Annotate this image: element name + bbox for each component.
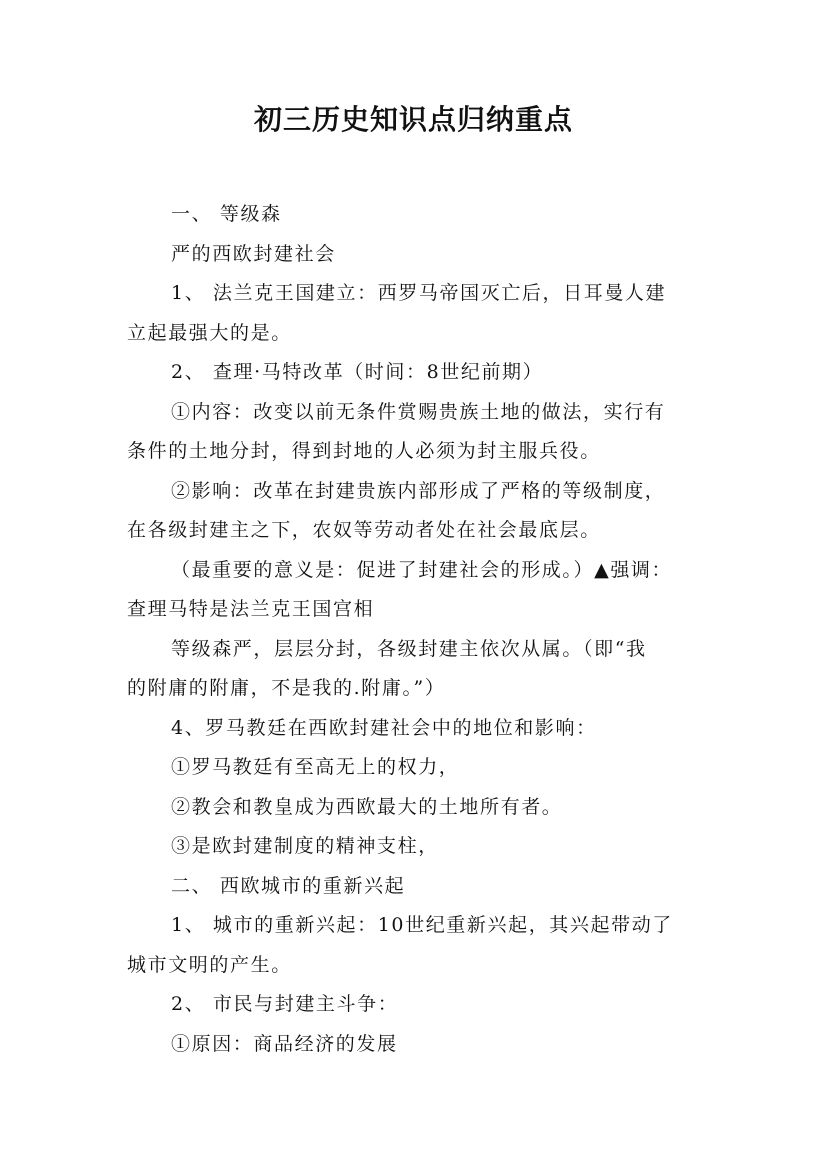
paragraph-line: 条件的土地分封，得到封地的人必须为封主服兵役。 [127, 440, 601, 462]
paragraph-line: 严的西欧封建社会 [171, 242, 336, 265]
document-body [127, 195, 712, 1064]
paragraph-line: ②教会和教皇成为西欧最大的土地所有者。 [171, 795, 563, 818]
paragraph-line: 查理马特是法兰克王国宫相 [127, 598, 375, 620]
paragraph-line: （最重要的意义是：促进了封建社会的形成。）▲强调： [171, 558, 673, 581]
paragraph-line: 1、 法兰克王国建立：西罗马帝国灭亡后，日耳曼人建 [171, 282, 667, 304]
paragraph-line: 4、罗马教廷在西欧封建社会中的地位和影响： [171, 716, 597, 739]
section-heading: 一、 等级森 [171, 203, 282, 225]
paragraph-line: 1、 城市的重新兴起：10世纪重新兴起，其兴起带动了 [171, 914, 673, 936]
paragraph-line: 的附庸的附庸，不是我的.附庸。”） [127, 677, 446, 699]
paragraph-line: 城市文明的产生。 [127, 953, 292, 976]
paragraph-line: 2、 市民与封建主斗争： [171, 993, 399, 1015]
paragraph-line: 等级森严，层层分封，各级封建主依次从属。（即“我 [171, 637, 647, 660]
paragraph-line: ②影响：改革在封建贵族内部形成了严格的等级制度， [171, 479, 666, 502]
paragraph-line: 2、 查理·马特改革（时间：8世纪前期） [171, 361, 544, 383]
paragraph-line: ①原因：商品经济的发展 [171, 1032, 398, 1055]
document-title: 初三历史知识点归纳重点 [253, 103, 573, 136]
paragraph-line: 立起最强大的是。 [127, 321, 292, 344]
section-heading: 二、 西欧城市的重新兴起 [171, 874, 406, 897]
paragraph-line: ①罗马教廷有至高无上的权力， [171, 756, 460, 778]
paragraph-line: 在各级封建主之下，农奴等劳动者处在社会最底层。 [127, 519, 601, 541]
paragraph-line: ③是欧封建制度的精神支柱， [171, 835, 439, 857]
paragraph-line: ①内容：改变以前无条件赏赐贵族土地的做法，实行有 [171, 400, 666, 423]
